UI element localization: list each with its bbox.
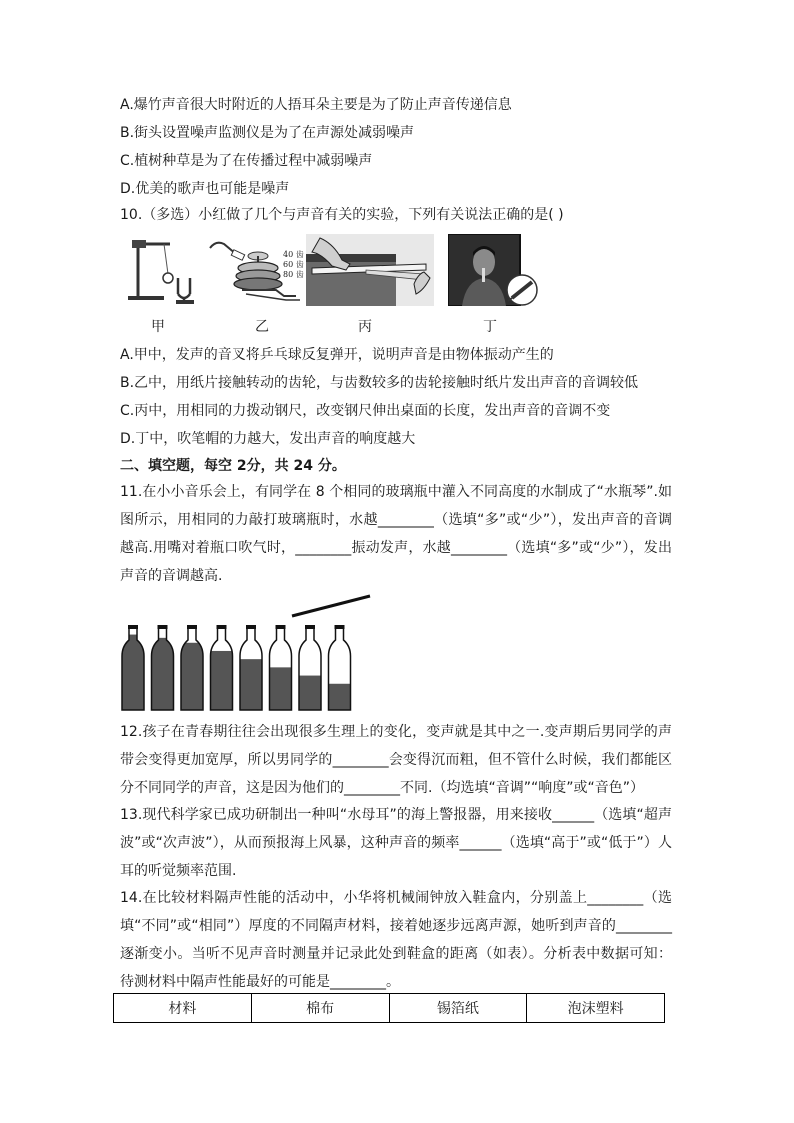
water-bottle [240,625,262,710]
bottle-water [329,684,351,710]
gear-labels [283,250,304,280]
water-bottle [299,625,321,710]
gear-unit: 齿 [295,260,304,269]
figure-caption-ding: 丁 [483,319,497,335]
water-bottle [270,625,292,710]
q10-option-d: D.丁中，吹笔帽的力越大，发出声音的响度越大 [120,431,416,447]
bottle-water [211,651,233,710]
bottle-water [240,659,262,710]
figure-caption-jia: 甲 [151,319,165,335]
gear-unit: 齿 [295,270,304,279]
q10-stem: 10.（多选）小红做了几个与声音有关的实验，下列有关说法正确的是( ) [120,207,564,223]
table-header-row [114,994,665,1023]
q10-option-a: A.甲中，发声的音叉将乒乓球反复弹开，说明声音是由物体振动产生的 [120,347,554,363]
figure-caption-yi: 乙 [255,319,269,335]
bottle-water [299,676,321,710]
water-bottle [181,625,203,710]
gear-unit: 齿 [295,250,304,259]
bottle-water [270,667,292,710]
bottle-group [122,625,351,710]
ruler-figure [306,234,434,306]
bottle-water [122,635,144,710]
bottle-water [152,638,174,710]
q12-text: 12.孩子在青春期往往会出现很多生理上的变化，变声就是其中之一.变声期后男同学的声带会变得更加宽厚，所以男同学的________会变得沉而粗，但不管什么时候，我们都能区分不同同学的声音，这是因为他们的________不同.（均选填“音调”“响度”或“音色”） [120,724,672,796]
q14-text: 14.在比较材料隔声性能的活动中，小华将机械闹钟放入鞋盒内，分别盖上________（选填“不同”或“相同”）厚度的不同隔声材料，接着她逐步远离声源，她听到声音的________逐渐变小。当听不见声音时测量并记录此处到鞋盒的距离（如表）。分析表中数据可知：待测材料中隔声性能最好的可能是________。 [120,890,672,990]
blowing-pen-cap-figure [448,234,540,306]
table-header-cell: 泡沫塑料 [527,994,665,1023]
water-bottle [152,625,174,710]
water-bottle [329,625,351,710]
table-header-cell: 材料 [114,994,252,1023]
water-bottle [122,625,144,710]
figure-caption-bing: 丙 [358,319,372,335]
table-header-cell: 棉布 [251,994,389,1023]
tuning-fork-figure [120,234,200,306]
q9-option-c: C.植树种草是为了在传播过程中减弱噪声 [120,153,373,169]
section-title: 二、填空题，每空 2分，共 24 分。 [120,458,346,474]
gear-label-80: 80 [283,270,294,279]
bottle-water [181,643,203,710]
q10-option-c: C.丙中，用相同的力拨动钢尺，改变钢尺伸出桌面的长度，发出声音的音调不变 [120,403,611,419]
q9-option-b: B.街头设置噪声监测仪是为了在声源处减弱噪声 [120,125,415,141]
insulation-table [113,993,665,1023]
table-header-cell: 锡箔纸 [389,994,527,1023]
water-bottles-figure [118,592,378,714]
q13-text: 13.现代科学家已成功研制出一种叫“水母耳”的海上警报器，用来接收______（选填“超声波”或“次声波”），从而预报海上风暴，这种声音的频率______（选填“高于”或“低于”）人耳的听觉频率范围. [120,807,672,879]
q10-option-b: B.乙中，用纸片接触转动的齿轮，与齿数较多的齿轮接触时纸片发出声音的音调较低 [120,375,639,391]
water-bottle [211,625,233,710]
gear-label-60: 60 [283,260,294,269]
q9-option-d: D.优美的歌声也可能是噪声 [120,181,290,197]
q9-option-a: A.爆竹声音很大时附近的人捂耳朵主要是为了防止声音传递信息 [120,97,512,113]
gear-label-40: 40 [283,250,294,259]
q11-text: 11.在小小音乐会上，有同学在 8 个相同的玻璃瓶中灌入不同高度的水制成了“水瓶琴”.如图所示，用相同的力敲打玻璃瓶时，水越________（选填“多”或“少”），发出声音的音调越高.用嘴对着瓶口吹气时，________振动发声，水越________（选填“多”或“少”），发出声音的音调越高. [120,484,672,584]
